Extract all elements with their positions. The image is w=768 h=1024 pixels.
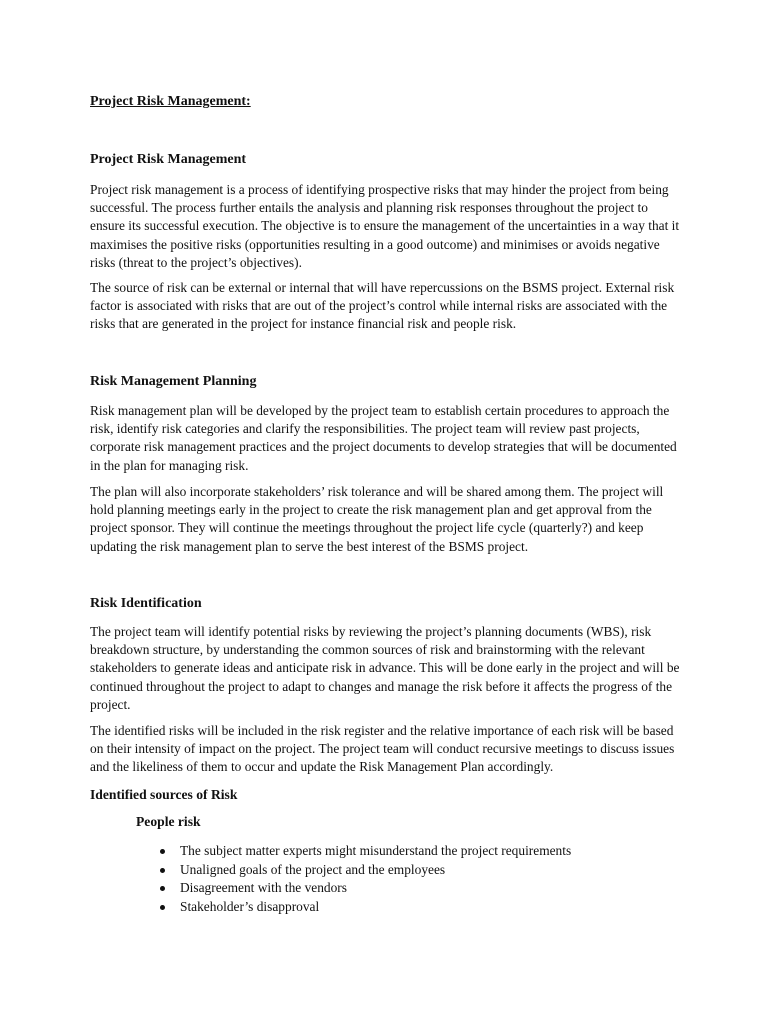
section-heading-risk-identification: Risk Identification xyxy=(90,596,202,611)
list-item xyxy=(158,879,571,898)
list-item xyxy=(158,861,571,880)
document-title: Project Risk Management: xyxy=(90,94,251,109)
list-item-text: Stakeholder’s disapproval xyxy=(180,898,320,914)
list-item-text: Disagreement with the vendors xyxy=(180,880,347,896)
section-heading-risk-management-planning: Risk Management Planning xyxy=(90,374,257,389)
people-risk-list xyxy=(158,842,571,916)
bullet-icon xyxy=(160,849,165,854)
list-item xyxy=(158,898,571,917)
paragraph: The identified risks will be included in the risk register and the relative importance of each risk will be based on their intensity of impact on the project. The project team will conduct recursive meetings to discuss issues and the likeliness of them to occur and update the Risk Management Plan accordingly. xyxy=(90,723,675,775)
paragraph: Risk management plan will be developed by the project team to establish certain procedures to approach the risk, identify risk categories and clarify the responsibilities. The project team will review past projects, corporate risk management practices and the project documents to develop strategies that will be documented in the plan for managing risk. xyxy=(90,403,677,473)
paragraph: The project team will identify potential risks by reviewing the project’s planning documents (WBS), risk breakdown structure, by understanding the common sources of risk and brainstorming with the relevant stakeholders to generate ideas and anticipate risk in advance. This will be done early in the project and will be continued throughout the project to adapt to changes and manage the risk before it affects the progress of the project. xyxy=(90,624,680,712)
paragraph: Project risk management is a process of identifying prospective risks that may hinder the project from being successful. The process further entails the analysis and planning risk responses throughout the project to ensure its successful execution. The objective is to ensure the management of the uncertainties in a way that it maximises the positive risks (opportunities resulting in a good outcome) and minimises or avoids negative risks (threat to the project’s objectives). xyxy=(90,182,680,270)
section-heading-project-risk-management: Project Risk Management xyxy=(90,152,247,167)
list-item xyxy=(158,842,571,861)
list-item-text: The subject matter experts might misunderstand the project requirements xyxy=(180,843,572,858)
paragraph: The plan will also incorporate stakeholders’ risk tolerance and will be shared among them. The project will hold planning meetings early in the project to create the risk management plan and get approval from the project sponsor. They will continue the meetings throughout the project life cycle (quarterly?) and keep updating the risk management plan to serve the best interest of the BSMS project. xyxy=(90,484,664,554)
people-risk-heading: People risk xyxy=(136,814,201,829)
bullet-icon xyxy=(160,886,165,891)
bullet-icon xyxy=(160,905,165,910)
sources-heading: Identified sources of Risk xyxy=(90,787,238,802)
paragraph: The source of risk can be external or internal that will have repercussions on the BSMS project. External risk factor is associated with risks that are out of the project’s control while internal risks are associated with the risks that are generated in the project for instance financial risk and people risk. xyxy=(90,280,675,332)
list-item-text: Unaligned goals of the project and the employees xyxy=(180,861,446,877)
bullet-icon xyxy=(160,868,165,873)
